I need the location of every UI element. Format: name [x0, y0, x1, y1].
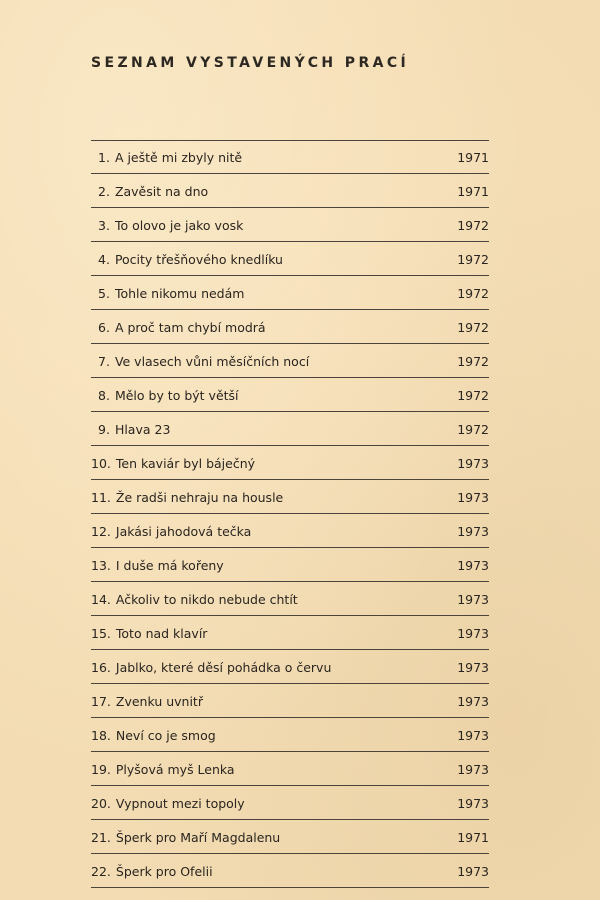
- item-number: 12.: [91, 524, 111, 539]
- item-label: [91, 728, 216, 743]
- item-number: 9.: [98, 422, 110, 437]
- item-title: A ještě mi zbyly nitě: [114, 150, 243, 165]
- item-label: [98, 354, 309, 369]
- item-number: 14.: [91, 592, 111, 607]
- list-item: [91, 821, 489, 854]
- item-number: 19.: [91, 762, 111, 777]
- list-item: [91, 719, 489, 752]
- item-title: Šperk pro Maří Magdalenu: [115, 830, 281, 845]
- item-label: [91, 490, 283, 505]
- item-number: 1.: [98, 150, 110, 165]
- item-year: 1973: [457, 694, 489, 709]
- item-title: Že radši nehraju na housle: [115, 490, 284, 505]
- item-year: 1973: [457, 660, 489, 675]
- item-year: 1973: [457, 762, 489, 777]
- item-number: 8.: [98, 388, 110, 403]
- item-year: 1973: [457, 728, 489, 743]
- item-year: 1972: [457, 354, 489, 369]
- list-item: [91, 447, 489, 480]
- item-label: [91, 762, 235, 777]
- list-item: [91, 311, 489, 344]
- item-number: 13.: [91, 558, 111, 573]
- list-item: [91, 481, 489, 514]
- item-title: Plyšová myš Lenka: [115, 762, 235, 777]
- item-number: 2.: [98, 184, 110, 199]
- item-label: [91, 592, 298, 607]
- list-item: [91, 651, 489, 684]
- item-label: [91, 524, 251, 539]
- item-number: 4.: [98, 252, 110, 267]
- item-label: [91, 558, 224, 573]
- item-year: 1971: [457, 830, 489, 845]
- item-year: 1973: [457, 524, 489, 539]
- item-year: 1973: [457, 864, 489, 879]
- list-item: [91, 583, 489, 616]
- item-number: 16.: [91, 660, 111, 675]
- item-label: [91, 864, 213, 879]
- item-title: Mělo by to být větší: [114, 388, 239, 403]
- item-title: Toto nad klavír: [115, 626, 208, 641]
- page-title: SEZNAM VYSTAVENÝCH PRACÍ: [91, 55, 410, 71]
- list-item: [91, 277, 489, 310]
- item-label: [98, 184, 208, 199]
- item-number: 20.: [91, 796, 111, 811]
- item-title: I duše má kořeny: [115, 558, 224, 573]
- list-item: [91, 175, 489, 208]
- item-number: 22.: [91, 864, 111, 879]
- list-item: [91, 209, 489, 242]
- item-label: [98, 422, 170, 437]
- item-label: [98, 252, 283, 267]
- item-title: To olovo je jako vosk: [114, 218, 244, 233]
- item-title: Ačkoliv to nikdo nebude chtít: [115, 592, 298, 607]
- item-label: [91, 626, 207, 641]
- item-title: Jablko, které děsí pohádka o červu: [115, 660, 332, 675]
- item-year: 1973: [457, 490, 489, 505]
- item-title: Ve vlasech vůni měsíčních nocí: [114, 354, 310, 369]
- item-number: 21.: [91, 830, 111, 845]
- list-item: [91, 855, 489, 888]
- item-year: 1973: [457, 626, 489, 641]
- item-label: [98, 150, 242, 165]
- list-item: [91, 515, 489, 548]
- item-year: 1972: [457, 320, 489, 335]
- list-item: [91, 787, 489, 820]
- item-year: 1972: [457, 286, 489, 301]
- item-label: [98, 286, 244, 301]
- item-label: [91, 694, 203, 709]
- item-number: 6.: [98, 320, 110, 335]
- item-number: 17.: [91, 694, 111, 709]
- list-item: [91, 413, 489, 446]
- item-label: [98, 388, 239, 403]
- list-item: [91, 617, 489, 650]
- item-title: Hlava 23: [114, 422, 171, 437]
- item-label: [98, 218, 243, 233]
- item-label: [91, 456, 255, 471]
- item-number: 3.: [98, 218, 110, 233]
- list-item: [91, 549, 489, 582]
- item-number: 11.: [91, 490, 111, 505]
- item-year: 1973: [457, 796, 489, 811]
- item-title: Neví co je smog: [115, 728, 216, 743]
- item-title: Zavěsit na dno: [114, 184, 209, 199]
- item-title: Vypnout mezi topoly: [115, 796, 245, 811]
- item-title: Pocity třešňového knedlíku: [114, 252, 283, 267]
- item-number: 15.: [91, 626, 111, 641]
- list-item: [91, 685, 489, 718]
- item-label: [91, 796, 245, 811]
- item-number: 18.: [91, 728, 111, 743]
- item-label: [98, 320, 266, 335]
- list-item: [91, 243, 489, 276]
- item-year: 1971: [457, 184, 489, 199]
- item-year: 1972: [457, 218, 489, 233]
- item-year: 1972: [457, 252, 489, 267]
- works-list: [91, 140, 489, 889]
- item-number: 5.: [98, 286, 110, 301]
- item-year: 1972: [457, 388, 489, 403]
- item-title: Šperk pro Ofelii: [115, 864, 213, 879]
- item-title: Tohle nikomu nedám: [114, 286, 245, 301]
- item-number: 7.: [98, 354, 110, 369]
- item-label: [91, 830, 280, 845]
- item-year: 1971: [457, 150, 489, 165]
- list-item: [91, 345, 489, 378]
- item-number: 10.: [91, 456, 111, 471]
- item-year: 1973: [457, 558, 489, 573]
- item-title: Jakási jahodová tečka: [115, 524, 252, 539]
- item-title: Zvenku uvnitř: [115, 694, 203, 709]
- item-title: Ten kaviár byl báječný: [115, 456, 256, 471]
- list-item: [91, 753, 489, 786]
- list-item: [91, 379, 489, 412]
- item-title: A proč tam chybí modrá: [114, 320, 266, 335]
- item-year: 1972: [457, 422, 489, 437]
- list-item: [91, 141, 489, 174]
- item-year: 1973: [457, 592, 489, 607]
- item-year: 1973: [457, 456, 489, 471]
- item-label: [91, 660, 331, 675]
